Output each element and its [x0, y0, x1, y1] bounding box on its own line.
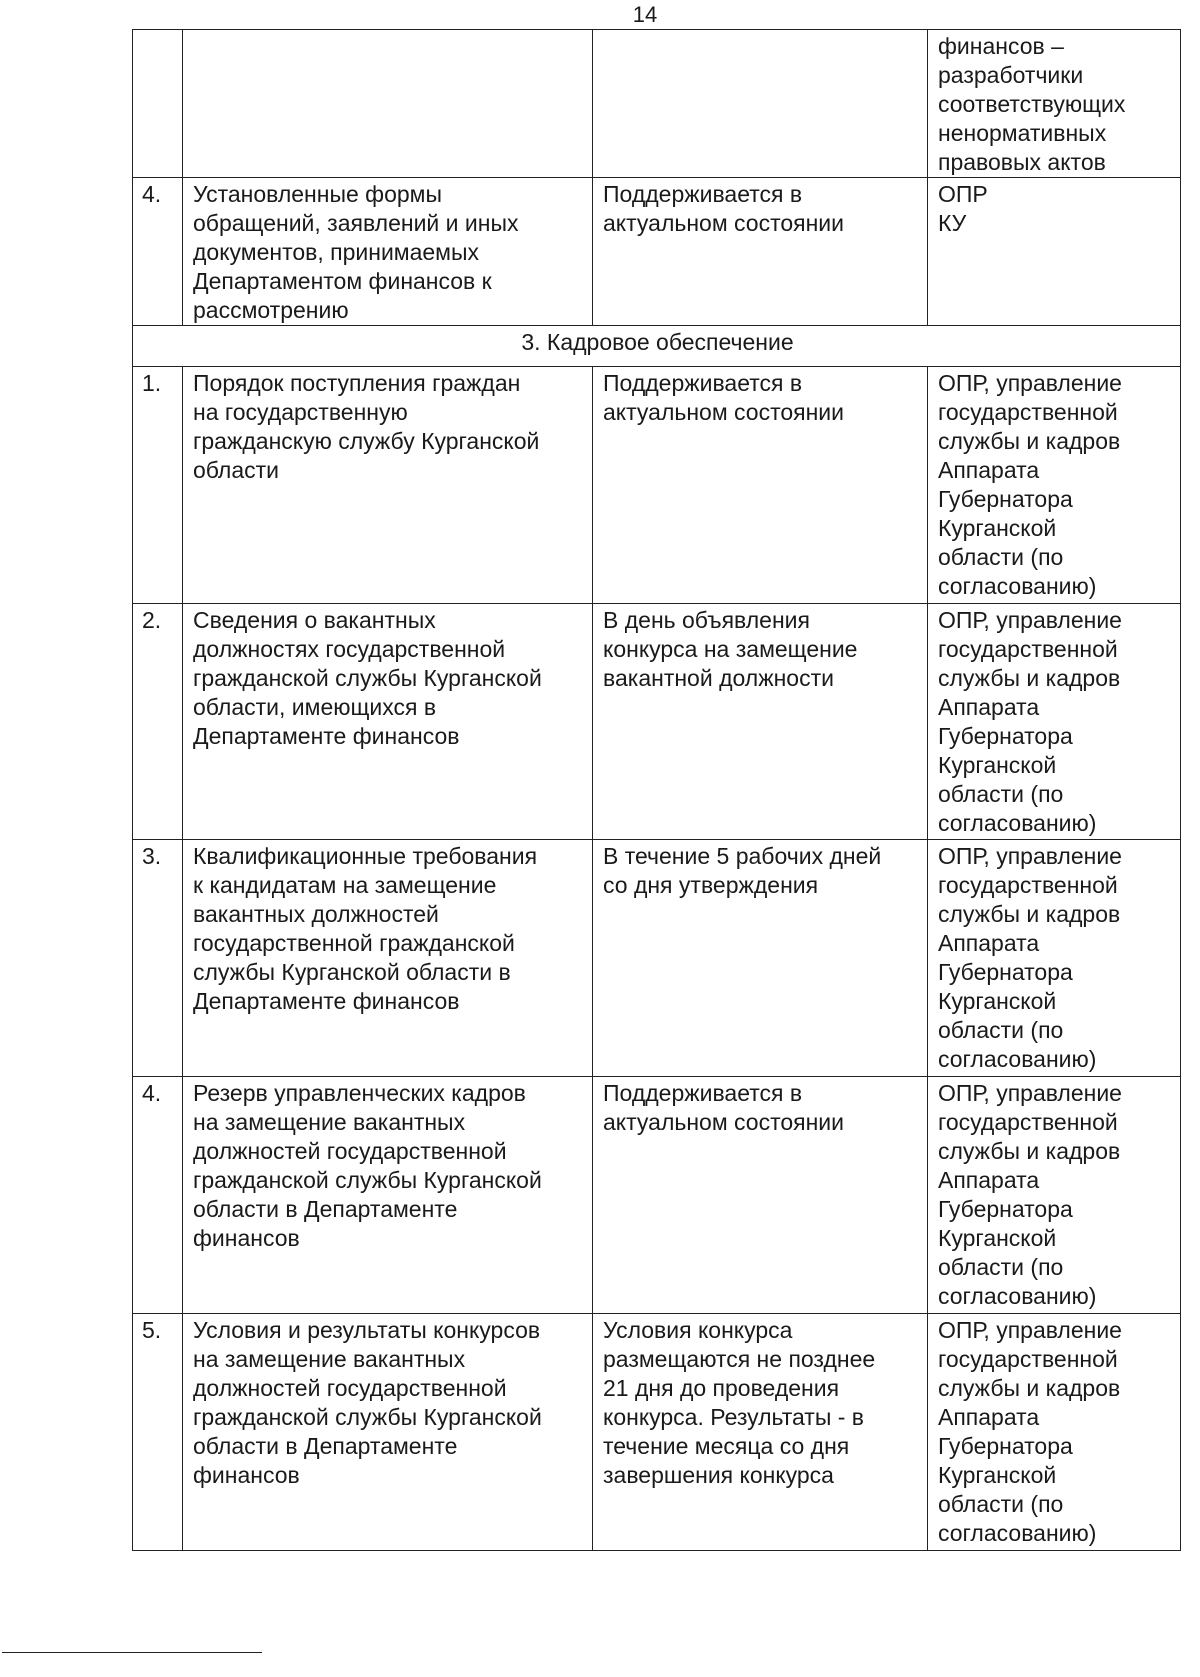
responsible-line: Губернатора	[938, 486, 1073, 512]
item-name-line: на государственную	[193, 399, 408, 425]
responsible-line: государственной	[938, 399, 1118, 425]
item-name-line: гражданской службы Курганской	[193, 1404, 542, 1430]
item-name-line: гражданской службы Курганской	[193, 665, 542, 691]
item-name-line: службы Курганской области в	[193, 959, 511, 985]
term-line: В день объявления	[603, 607, 810, 633]
term-line: конкурса на замещение	[603, 636, 858, 662]
row-number-cell	[133, 367, 183, 604]
term-cell	[593, 604, 928, 840]
section-row	[133, 326, 1181, 367]
responsible-line: службы и кадров	[938, 665, 1121, 691]
item-name-line: на замещение вакантных	[193, 1346, 466, 1372]
responsible-line: Курганской	[938, 1462, 1057, 1488]
responsible-cell	[928, 604, 1181, 840]
responsible-line: Курганской	[938, 988, 1057, 1014]
row-number: 5.	[142, 1317, 162, 1343]
responsible-line: соответствующих	[938, 91, 1126, 117]
responsible-line: области (по	[938, 1017, 1064, 1043]
responsible-line: финансов –	[938, 33, 1064, 59]
responsible-line: области (по	[938, 544, 1064, 570]
row-number: 3.	[142, 843, 162, 869]
item-name-line: должностей государственной	[193, 1138, 507, 1164]
responsible-line: Аппарата	[938, 1167, 1040, 1193]
responsible-cell	[928, 178, 1181, 326]
item-name-line: Департаменте финансов	[193, 723, 460, 749]
term-cell	[593, 178, 928, 326]
item-name-line: финансов	[193, 1225, 300, 1251]
item-name-cell	[183, 604, 593, 840]
term-cell	[593, 30, 928, 178]
item-name-cell	[183, 178, 593, 326]
term-line: актуальном состоянии	[603, 1109, 845, 1135]
row-number-cell	[133, 178, 183, 326]
responsible-line: Губернатора	[938, 723, 1073, 749]
item-name-line: документов, принимаемых	[193, 239, 480, 265]
responsible-line: Аппарата	[938, 1404, 1040, 1430]
row-number: 4.	[142, 1080, 162, 1106]
responsible-line: ОПР	[938, 181, 988, 207]
document-table	[132, 29, 1181, 1551]
responsible-line: Курганской	[938, 752, 1057, 778]
responsible-line: службы и кадров	[938, 428, 1121, 454]
table-row	[133, 604, 1181, 840]
row-number: 4.	[142, 181, 162, 207]
term-line: завершения конкурса	[603, 1462, 834, 1488]
section-heading: 3. Кадровое обеспечение	[133, 326, 1181, 367]
table-row	[133, 1077, 1181, 1314]
responsible-line: правовых актов	[938, 149, 1106, 175]
responsible-line: ОПР, управление	[938, 1080, 1122, 1106]
term-line: Поддерживается в	[603, 181, 803, 207]
term-line: вакантной должности	[603, 665, 834, 691]
row-number: 1.	[142, 370, 162, 396]
item-name-line: вакантных должностей	[193, 901, 439, 927]
responsible-line: Губернатора	[938, 959, 1073, 985]
term-line: Поддерживается в	[603, 370, 803, 396]
item-name-line: государственной гражданской	[193, 930, 515, 956]
responsible-line: ОПР, управление	[938, 607, 1122, 633]
footnote-rule	[2, 1652, 262, 1653]
responsible-line: ОПР, управление	[938, 843, 1122, 869]
item-name-line: Порядок поступления граждан	[193, 370, 521, 396]
term-line: Поддерживается в	[603, 1080, 803, 1106]
responsible-line: ненормативных	[938, 120, 1107, 146]
table-row	[133, 30, 1181, 178]
item-name-line: области в Департаменте	[193, 1433, 458, 1459]
responsible-line: согласованию)	[938, 1283, 1097, 1309]
responsible-line: области (по	[938, 1254, 1064, 1280]
term-line: актуальном состоянии	[603, 399, 845, 425]
responsible-line: ОПР, управление	[938, 1317, 1122, 1343]
term-line: 21 дня до проведения	[603, 1375, 840, 1401]
table-row	[133, 840, 1181, 1077]
row-number-cell	[133, 1077, 183, 1314]
term-cell	[593, 1077, 928, 1314]
item-name-line: гражданской службы Курганской	[193, 1167, 542, 1193]
responsible-line: Аппарата	[938, 694, 1040, 720]
item-name-line: должностей государственной	[193, 1375, 507, 1401]
responsible-cell	[928, 1314, 1181, 1551]
row-number-cell	[133, 30, 183, 178]
responsible-line: Аппарата	[938, 930, 1040, 956]
item-name-line: области	[193, 457, 280, 483]
item-name-line: финансов	[193, 1462, 300, 1488]
item-name-line: обращений, заявлений и иных	[193, 210, 519, 236]
item-name-line: Условия и результаты конкурсов	[193, 1317, 541, 1343]
responsible-line: государственной	[938, 872, 1118, 898]
term-cell	[593, 367, 928, 604]
item-name-line: области, имеющихся в	[193, 694, 437, 720]
responsible-line: области (по	[938, 1491, 1064, 1517]
responsible-line: согласованию)	[938, 573, 1097, 599]
row-number-cell	[133, 1314, 183, 1551]
item-name-line: к кандидатам на замещение	[193, 872, 497, 898]
row-number-cell	[133, 604, 183, 840]
item-name-line: Сведения о вакантных	[193, 607, 436, 633]
responsible-cell	[928, 367, 1181, 604]
responsible-cell	[928, 1077, 1181, 1314]
item-name-line: должностях государственной	[193, 636, 506, 662]
item-name-line: Департаментом финансов к	[193, 268, 492, 294]
term-cell	[593, 1314, 928, 1551]
item-name-line: Квалификационные требования	[193, 843, 538, 869]
responsible-line: согласованию)	[938, 1046, 1097, 1072]
term-line: В течение 5 рабочих дней	[603, 843, 882, 869]
responsible-cell	[928, 30, 1181, 178]
responsible-cell	[928, 840, 1181, 1077]
term-line: актуальном состоянии	[603, 210, 845, 236]
item-name-line: Резерв управленческих кадров	[193, 1080, 526, 1106]
page-number: 14	[632, 2, 658, 27]
table-row	[133, 178, 1181, 326]
responsible-line: разработчики	[938, 62, 1084, 88]
term-line: конкурса. Результаты - в	[603, 1404, 865, 1430]
responsible-line: области (по	[938, 781, 1064, 807]
responsible-line: службы и кадров	[938, 901, 1121, 927]
item-name-line: на замещение вакантных	[193, 1109, 466, 1135]
responsible-line: Курганской	[938, 515, 1057, 541]
responsible-line: Аппарата	[938, 457, 1040, 483]
table-row	[133, 367, 1181, 604]
responsible-line: КУ	[938, 210, 967, 236]
row-number-cell	[133, 840, 183, 1077]
responsible-line: службы и кадров	[938, 1375, 1121, 1401]
row-number: 2.	[142, 607, 162, 633]
responsible-line: Губернатора	[938, 1433, 1073, 1459]
responsible-line: государственной	[938, 1109, 1118, 1135]
responsible-line: согласованию)	[938, 1520, 1097, 1546]
term-line: со дня утверждения	[603, 872, 819, 898]
responsible-line: Губернатора	[938, 1196, 1073, 1222]
term-cell	[593, 840, 928, 1077]
item-name-line: гражданскую службу Курганской	[193, 428, 540, 454]
table-row	[133, 1314, 1181, 1551]
term-line: размещаются не позднее	[603, 1346, 876, 1372]
item-name-cell	[183, 1314, 593, 1551]
responsible-line: государственной	[938, 636, 1118, 662]
item-name-line: области в Департаменте	[193, 1196, 458, 1222]
responsible-line: Курганской	[938, 1225, 1057, 1251]
item-name-cell	[183, 1077, 593, 1314]
item-name-cell	[183, 367, 593, 604]
item-name-line: Департаменте финансов	[193, 988, 460, 1014]
term-line: течение месяца со дня	[603, 1433, 850, 1459]
table-body	[133, 30, 1181, 1551]
item-name-line: Установленные формы	[193, 181, 443, 207]
responsible-line: согласованию)	[938, 810, 1097, 836]
responsible-line: ОПР, управление	[938, 370, 1122, 396]
item-name-line: рассмотрению	[193, 297, 349, 323]
item-name-cell	[183, 30, 593, 178]
responsible-line: государственной	[938, 1346, 1118, 1372]
term-line: Условия конкурса	[603, 1317, 793, 1343]
responsible-line: службы и кадров	[938, 1138, 1121, 1164]
item-name-cell	[183, 840, 593, 1077]
